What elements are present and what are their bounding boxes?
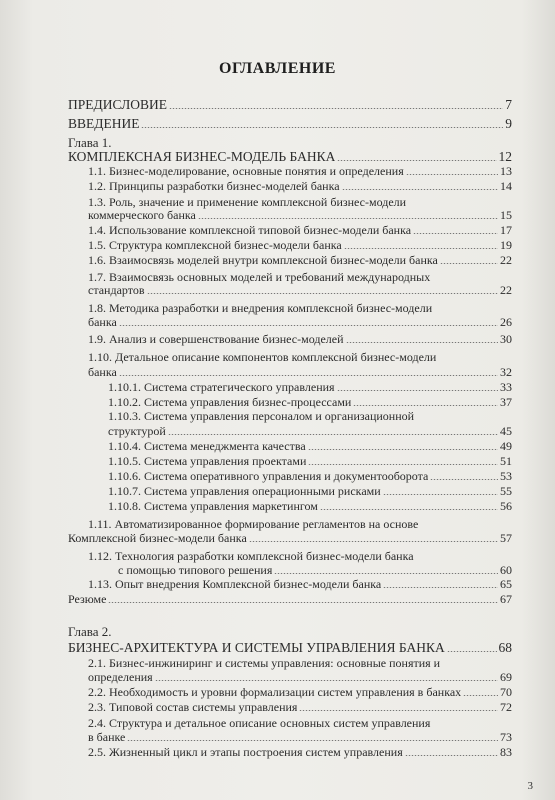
toc-entry-title: в банке [88, 731, 126, 744]
toc-entry-page: 15 [500, 208, 512, 222]
toc-entry-line: 1.10. Детальное описание компонентов комплексной бизнес-модели [88, 350, 437, 364]
toc-entry-page: 30 [500, 332, 512, 346]
toc-entry [88, 746, 512, 759]
toc-entry-title: 1.2. Принципы разработки бизнес-моделей банка [88, 180, 340, 193]
dot-leader [337, 390, 498, 391]
toc-entry [108, 455, 512, 468]
toc-entry [88, 366, 512, 379]
toc-entry-page: 17 [500, 223, 512, 237]
toc-entry-page: 56 [500, 499, 512, 513]
dot-leader [147, 293, 499, 294]
toc-entry [88, 165, 512, 178]
toc-entry-page: 72 [500, 700, 512, 714]
toc-entry [108, 440, 512, 453]
dot-leader [274, 573, 498, 574]
dot-leader [308, 449, 498, 450]
toc-entry-line: Глава 1. [68, 135, 112, 150]
toc-entry-title: 1.10.6. Система оперативного управления и документооборота [108, 470, 429, 483]
toc-entry [68, 98, 512, 112]
toc-entry [88, 671, 512, 684]
toc-entry-title: банка [88, 366, 117, 379]
toc-entry-page: 65 [500, 577, 512, 591]
dot-leader [344, 248, 498, 249]
dot-leader [342, 189, 498, 190]
toc-entry-title: 1.10.8. Система управления маркетингом [108, 500, 318, 513]
toc-entry-title: КОМПЛЕКСНАЯ БИЗНЕС-МОДЕЛЬ БАНКА [68, 150, 336, 164]
toc-entry-title: Комплексной бизнес-модели банка [68, 532, 247, 545]
dot-leader [405, 755, 498, 756]
toc-entry-page: 68 [498, 640, 512, 655]
page-title: ОГЛАВЛЕНИЕ [219, 60, 336, 77]
toc-entry-line: Глава 2. [68, 624, 112, 639]
dot-leader [108, 602, 498, 603]
dot-leader [119, 325, 498, 326]
toc-entry-title: 1.4. Использование комплексной типовой бизнес-модели банка [88, 224, 412, 237]
dot-leader [440, 263, 498, 264]
toc-entry [88, 731, 512, 744]
toc-entry [68, 593, 512, 606]
toc-entry-page: 33 [500, 380, 512, 394]
toc-entry-page: 70 [500, 685, 512, 699]
toc-entry-title: банка [88, 316, 117, 329]
toc-entry-line: 1.12. Технология разработки комплексной бизнес-модели банка [88, 549, 414, 563]
toc-entry-page: 22 [500, 253, 512, 267]
dot-leader [127, 740, 498, 741]
toc-entry-page: 19 [500, 238, 512, 252]
toc-entry [88, 701, 512, 714]
toc-entry-page: 83 [500, 745, 512, 759]
toc-entry-page: 67 [500, 592, 512, 606]
dot-leader [337, 160, 496, 161]
dot-leader [383, 587, 498, 588]
toc-entry-page: 49 [500, 439, 512, 453]
toc-entry-title: 1.6. Взаимосвязь моделей внутри комплексной бизнес-модели банка [88, 254, 438, 267]
toc-entry [118, 564, 512, 577]
toc-entry-line: 1.8. Методика разработки и внедрения комплексной бизнес-модели [88, 301, 433, 315]
toc-entry-page: 60 [500, 563, 512, 577]
dot-leader [119, 375, 498, 376]
toc-entry-title: ПРЕДИСЛОВИЕ [68, 98, 168, 112]
toc-entry-title: 1.1. Бизнес-моделирование, основные понятия и определения [88, 165, 404, 178]
toc-entry-page: 26 [500, 315, 512, 329]
toc-entry [108, 396, 512, 409]
toc-entry-page: 14 [500, 179, 512, 193]
toc-entry-title: 1.9. Анализ и совершенствование бизнес-моделей [88, 333, 344, 346]
toc-entry-page: 57 [500, 531, 512, 545]
toc-entry-line: 1.7. Взаимосвязь основных моделей и требований международных [88, 270, 431, 284]
dot-leader [308, 464, 498, 465]
toc-entry-line: 1.3. Роль, значение и применение комплексной бизнес-модели [88, 195, 407, 209]
toc-entry-title: 2.2. Необходимость и уровни формализации систем управления в банках [88, 686, 462, 699]
dot-leader [463, 695, 498, 696]
dot-leader [383, 494, 498, 495]
dot-leader [249, 541, 498, 542]
toc-entry [108, 500, 512, 513]
dot-leader [447, 651, 497, 652]
toc-entry-page: 9 [505, 116, 512, 131]
toc-entry-title: Резюме [68, 593, 107, 606]
toc-entry-title: с помощью типового решения [118, 564, 273, 577]
toc-entry [88, 180, 512, 193]
dot-leader [353, 405, 498, 406]
dot-leader [155, 680, 498, 681]
toc-entry-page: 45 [500, 424, 512, 438]
dot-leader [169, 108, 503, 109]
toc-entry [68, 532, 512, 545]
toc-entry [88, 333, 512, 346]
toc-entry [68, 641, 512, 655]
toc-entry-line: 2.4. Структура и детальное описание основных систем управления [88, 716, 431, 730]
dot-leader [413, 233, 498, 234]
toc-entry-page: 12 [498, 149, 512, 164]
dot-leader [430, 479, 498, 480]
toc-entry [88, 686, 512, 699]
toc-entry-line: 2.1. Бизнес-инжиниринг и системы управления: основные понятия и [88, 656, 441, 670]
dot-leader [141, 127, 503, 128]
toc-entry-page: 69 [500, 670, 512, 684]
toc-entry-title: 1.10.5. Система управления проектами [108, 455, 307, 468]
toc-entry [88, 224, 512, 237]
toc-entry-title: структурой [108, 425, 166, 438]
toc-entry-title: 2.3. Типовой состав системы управления [88, 701, 298, 714]
toc-entry-title: БИЗНЕС-АРХИТЕКТУРА И СИСТЕМЫ УПРАВЛЕНИЯ БАНКА [68, 641, 445, 655]
toc-entry-title: 1.10.7. Система управления операционными рисками [108, 485, 381, 498]
toc-entry-page: 13 [500, 164, 512, 178]
toc-entry-title: коммерческого банка [88, 209, 196, 222]
toc-entry [88, 284, 512, 297]
toc-entry-page: 55 [500, 484, 512, 498]
dot-leader [198, 218, 498, 219]
toc-entry [108, 470, 512, 483]
toc-entry-line: 1.11. Автоматизированное формирование регламентов на основе [88, 517, 419, 531]
toc-entry-page: 53 [500, 469, 512, 483]
toc-entry-line: 1.10.3. Система управления персоналом и организационной [108, 409, 415, 423]
toc-entry-page: 73 [500, 730, 512, 744]
toc-entry-title: ВВЕДЕНИЕ [68, 117, 140, 131]
toc-entry-page: 32 [500, 365, 512, 379]
dot-leader [346, 342, 498, 343]
toc-entry [88, 316, 512, 329]
toc-entry [108, 425, 512, 438]
toc-entry [108, 485, 512, 498]
dot-leader [406, 174, 498, 175]
toc-entry-title: стандартов [88, 284, 145, 297]
toc-entry-title: определения [88, 671, 153, 684]
toc-entry [108, 381, 512, 394]
toc-entry-page: 37 [500, 395, 512, 409]
dot-leader [320, 509, 498, 510]
toc-entry [88, 578, 512, 591]
toc-entry [88, 254, 512, 267]
toc-entry-title: 1.10.2. Система управления бизнес-процессами [108, 396, 352, 409]
toc-entry [68, 150, 512, 164]
toc-entry-page: 7 [505, 97, 512, 112]
toc-entry-title: 1.13. Опыт внедрения Комплексной бизнес-модели банка [88, 578, 382, 591]
page-number: 3 [527, 780, 533, 792]
toc-entry-title: 2.5. Жизненный цикл и этапы построения систем управления [88, 746, 403, 759]
toc-entry-page: 51 [500, 454, 512, 468]
toc-entry [88, 239, 512, 252]
toc-entry [68, 117, 512, 131]
dot-leader [168, 434, 498, 435]
toc-entry-page: 22 [500, 283, 512, 297]
toc-entry-title: 1.10.4. Система менеджмента качества [108, 440, 306, 453]
toc-entry-title: 1.5. Структура комплексной бизнес-модели банка [88, 239, 342, 252]
dot-leader [299, 710, 498, 711]
toc-entry [88, 209, 512, 222]
toc-entry-title: 1.10.1. Система стратегического управления [108, 381, 335, 394]
